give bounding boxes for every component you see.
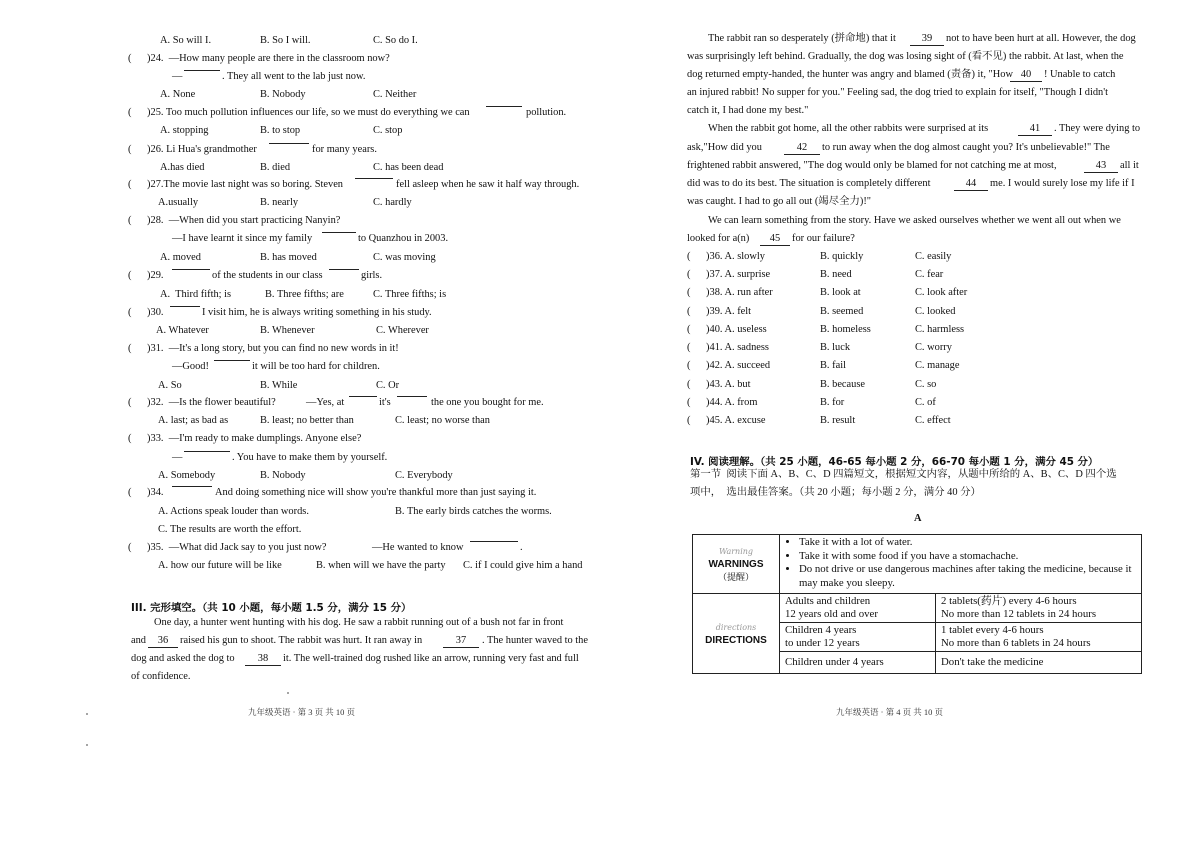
question-text: ( )32. —Is the flower beautiful? xyxy=(128,397,276,408)
text-segment: A. stopping xyxy=(160,125,209,136)
text-segment: I visit him, he is always writing something in his study. xyxy=(202,307,432,318)
text-segment: and xyxy=(131,635,147,646)
text-segment: C. effect xyxy=(915,415,951,426)
text-segment: of confidence. xyxy=(131,671,191,682)
text-segment: C. has been dead xyxy=(373,162,444,173)
text-segment: was caught. I had to go all out (竭尽全力)!" xyxy=(687,196,872,207)
text-segment: —Good! xyxy=(172,361,209,372)
text-segment: B. because xyxy=(820,379,866,390)
text-segment: C. The results are worth the effort. xyxy=(158,524,302,535)
text-segment: it will be too hard for children. xyxy=(252,361,380,372)
warnings-list-cell xyxy=(780,535,1142,594)
answer-blank xyxy=(397,396,427,397)
text-segment: A. how our future will be like xyxy=(158,560,282,571)
text-segment: . The hunter waved to the xyxy=(482,635,588,646)
page-footer-right: 九年级英语 · 第 4 页 共 10 页 xyxy=(836,707,943,717)
text-segment: B. So I will. xyxy=(260,35,311,46)
scan-speck xyxy=(86,744,88,746)
dosage-amount: 1 tablet every 4-6 hours No more than 6 tablets in 24 hours xyxy=(936,623,1142,652)
text-segment: A. Somebody xyxy=(158,470,216,481)
text-segment: C. worry xyxy=(915,342,952,353)
answer-blank xyxy=(172,269,210,270)
directions-label: DIRECTIONS xyxy=(705,634,767,646)
text-segment: C. was moving xyxy=(373,252,436,263)
text-segment: We can learn something from the story. Have we asked ourselves whether we went all out when we xyxy=(708,215,1121,226)
text-segment: looked for a(n) xyxy=(687,233,750,244)
answer-blank: 43 xyxy=(1084,159,1118,173)
answer-blank: 41 xyxy=(1018,122,1052,136)
warning-item: • Take it with some food if you have a stomachache. xyxy=(799,550,1136,564)
text-segment: ask,"How did you xyxy=(687,142,762,153)
text-segment: C. fear xyxy=(915,269,944,280)
text-segment: — xyxy=(172,452,183,463)
text-segment: did was to do its best. The situation is completely different xyxy=(687,178,931,189)
directions-header xyxy=(693,594,780,674)
text-segment: C. of xyxy=(915,397,936,408)
text-segment: dog and asked the dog to xyxy=(131,653,235,664)
directions-row-1 xyxy=(693,594,1142,623)
text-segment: C. look after xyxy=(915,287,968,298)
text-segment: C. if I could give him a hand xyxy=(463,560,583,571)
text-segment: C. Three fifths; is xyxy=(373,289,447,300)
text-segment: all it xyxy=(1120,160,1139,171)
text-segment: C. So do I. xyxy=(373,35,418,46)
question-text: ( )41. A. sadness xyxy=(687,342,769,353)
text-segment: A. last; as bad as xyxy=(158,415,229,426)
text-segment: to run away when the dog almost caught you? It's unbelievable!" The xyxy=(822,142,1110,153)
text-segment: the one you bought for me. xyxy=(431,397,544,408)
answer-blank: 42 xyxy=(784,141,820,155)
answer-blank xyxy=(170,306,200,307)
text-segment: C. Neither xyxy=(373,89,417,100)
text-segment: raised his gun to shoot. The rabbit was hurt. It ran away in xyxy=(180,635,423,646)
question-text: ( )30. xyxy=(128,307,164,318)
text-segment: it's xyxy=(379,397,391,408)
warnings-list xyxy=(785,536,1136,590)
question-text: ( )26. Li Hua's grandmother xyxy=(128,144,257,155)
text-segment: A. None xyxy=(160,89,196,100)
warnings-row xyxy=(693,535,1142,594)
dosage-amount: Don't take the medicine xyxy=(936,652,1142,674)
warning-item: • Take it with a lot of water. xyxy=(799,536,1136,550)
question-text: ( )27.The movie last night was so boring. Steven xyxy=(128,179,343,190)
text-segment: B. Three fifths; are xyxy=(265,289,344,300)
text-segment: B. While xyxy=(260,380,298,391)
question-text: ( )44. A. from xyxy=(687,397,758,408)
question-text: ( )45. A. excuse xyxy=(687,415,766,426)
text-segment: dog returned empty-handed, the hunter was angry and blamed (责备) it, "How xyxy=(687,69,1013,80)
answer-blank: 45 xyxy=(760,232,790,246)
warnings-script: Warning xyxy=(718,546,754,556)
answer-blank: 38 xyxy=(245,652,281,666)
text-segment: C. hardly xyxy=(373,197,412,208)
text-segment: A.has died xyxy=(160,162,205,173)
scan-speck xyxy=(86,713,88,715)
question-text: ( )24. —How many people are there in the classroom now? xyxy=(128,53,390,64)
text-segment: —Yes, at xyxy=(306,397,345,408)
question-text: ( )29. xyxy=(128,270,164,281)
text-segment: B. The early birds catches the worms. xyxy=(395,506,552,517)
answer-blank xyxy=(214,360,250,361)
text-segment: C. Everybody xyxy=(395,470,453,481)
text-segment: B. least; no better than xyxy=(260,415,354,426)
text-segment: C. Wherever xyxy=(376,325,429,336)
text-segment: . You have to make them by yourself. xyxy=(232,452,388,463)
answer-blank: 44 xyxy=(954,177,988,191)
warnings-header xyxy=(693,535,780,594)
text-segment: B. nearly xyxy=(260,197,299,208)
question-text: ( )42. A. succeed xyxy=(687,360,771,371)
text-segment: B. to stop xyxy=(260,125,301,136)
answer-blank xyxy=(470,541,518,542)
question-text: ( )25. Too much pollution influences our life, so we must do everything we can xyxy=(128,107,470,118)
question-text: ( )38. A. run after xyxy=(687,287,773,298)
text-segment: B. seemed xyxy=(820,306,864,317)
text-segment: A. So will I. xyxy=(160,35,212,46)
text-segment: not to have been hurt at all. However, the dog xyxy=(946,33,1136,44)
text-segment: — xyxy=(172,71,183,82)
text-segment: 项中， 选出最佳答案。（共 20 小题；每小题 2 分，满分 40 分） xyxy=(690,487,981,498)
text-segment: 第一节 阅读下面 A、B、C、D 四篇短文，根据短文内容，从题中所给的 A、B、C、D 四个选 xyxy=(690,469,1117,480)
text-segment: When the rabbit got home, all the other rabbits were surprised at its xyxy=(708,123,989,134)
text-segment: me. I would surely lose my life if I xyxy=(990,178,1135,189)
text-segment: —He wanted to know xyxy=(372,542,464,553)
question-text: ( )31. —It's a long story, but you can find no new words in it! xyxy=(128,343,399,354)
text-segment: for many years. xyxy=(312,144,377,155)
warning-item: • Do not drive or use dangerous machines after taking the medicine, because it may make you sleepy. xyxy=(799,563,1136,590)
text-segment: it. The well-trained dog rushed like an arrow, running very fast and full xyxy=(283,653,579,664)
text-segment: And doing something nice will show you're thankful more than just saying it. xyxy=(215,487,537,498)
text-segment: A.usually xyxy=(158,197,199,208)
text-segment: B. died xyxy=(260,162,291,173)
text-segment: B. luck xyxy=(820,342,851,353)
answer-blank xyxy=(269,143,309,144)
answer-blank xyxy=(184,451,230,452)
text-segment: B. Nobody xyxy=(260,470,306,481)
answer-blank: 39 xyxy=(910,32,944,46)
directions-script: directions xyxy=(715,622,757,632)
text-segment: girls. xyxy=(361,270,383,281)
text-segment: of the students in our class xyxy=(212,270,323,281)
dosage-group: Children 4 years to under 12 years xyxy=(780,623,936,652)
text-segment: B. quickly xyxy=(820,251,864,262)
text-segment: B. Nobody xyxy=(260,89,306,100)
text-segment: was surprisingly left behind. Gradually, the dog was losing sight of (看不见) the rabbit. At last, when the xyxy=(687,51,1124,62)
dosage-group: Children under 4 years xyxy=(780,652,936,674)
dosage-group: Adults and children 12 years old and over xyxy=(780,594,936,623)
text-segment: B. homeless xyxy=(820,324,871,335)
text-segment: One day, a hunter went hunting with his dog. He saw a rabbit running out of a bush not far in front xyxy=(154,617,564,628)
text-segment: frightened rabbit answered, "The dog would only be blamed for not catching me at most, xyxy=(687,160,1057,171)
text-segment: C. looked xyxy=(915,306,956,317)
answer-blank xyxy=(486,106,522,107)
warnings-label: WARNINGS xyxy=(708,558,764,570)
dosage-amount: 2 tablets(药片) every 4-6 hours No more than 12 tablets in 24 hours xyxy=(936,594,1142,623)
text-segment: A. Actions speak louder than words. xyxy=(158,506,309,517)
text-segment: B. when will we have the party xyxy=(316,560,446,571)
text-segment: A. So xyxy=(158,380,182,391)
answer-blank xyxy=(349,396,377,397)
text-segment: to Quanzhou in 2003. xyxy=(358,233,449,244)
question-text: ( )36. A. slowly xyxy=(687,251,765,262)
text-segment: C. harmless xyxy=(915,324,965,335)
passage-label: A xyxy=(914,513,922,524)
text-segment: C. Or xyxy=(376,380,400,391)
answer-blank: 40 xyxy=(1010,68,1042,82)
answer-blank: 37 xyxy=(443,634,479,648)
text-segment: catch it, I had done my best." xyxy=(687,105,809,116)
text-segment: C. least; no worse than xyxy=(395,415,490,426)
question-text: ( )28. —When did you start practicing Nanyin? xyxy=(128,215,341,226)
text-segment: . They all went to the lab just now. xyxy=(222,71,366,82)
text-segment: C. manage xyxy=(915,360,960,371)
question-text: ( )37. A. surprise xyxy=(687,269,771,280)
text-segment: . xyxy=(520,542,523,553)
question-text: ( )39. A. felt xyxy=(687,306,752,317)
section-title-cloze: III. 完形填空。（共 10 小题，每小题 1.5 分，满分 15 分） xyxy=(131,602,412,614)
answer-blank: 36 xyxy=(148,634,178,648)
medicine-table xyxy=(692,534,1142,674)
text-segment: ! Unable to catch xyxy=(1044,69,1116,80)
question-text: ( )33. —I'm ready to make dumplings. Anyone else? xyxy=(128,433,362,444)
text-segment: . They were dying to xyxy=(1054,123,1141,134)
question-text: ( )35. —What did Jack say to you just now? xyxy=(128,542,327,553)
text-segment: B. need xyxy=(820,269,852,280)
question-text: ( )40. A. useless xyxy=(687,324,767,335)
text-segment: B. has moved xyxy=(260,252,317,263)
scan-speck xyxy=(287,692,289,694)
text-segment: A. moved xyxy=(160,252,201,263)
question-text: ( )43. A. but xyxy=(687,379,751,390)
text-segment: an injured rabbit! No supper for you." Feeling sad, the dog tried to explain for itself, "Though I didn't xyxy=(687,87,1108,98)
text-segment: A. Third fifth; is xyxy=(160,289,232,300)
answer-blank xyxy=(172,486,212,487)
text-segment: pollution. xyxy=(526,107,567,118)
answer-blank xyxy=(355,178,393,179)
text-segment: A. Whatever xyxy=(156,325,209,336)
answer-blank xyxy=(329,269,359,270)
text-segment: for our failure? xyxy=(792,233,855,244)
text-segment: B. Whenever xyxy=(260,325,315,336)
answer-blank xyxy=(184,70,220,71)
text-segment: fell asleep when he saw it half way through. xyxy=(396,179,580,190)
answer-blank xyxy=(322,232,356,233)
section-title-reading: IV. 阅读理解。（共 25 小题，46-65 每小题 2 分，66-70 每小题 1 分，满分 45 分） xyxy=(690,456,1099,468)
text-segment: B. fail xyxy=(820,360,846,371)
text-segment: B. look at xyxy=(820,287,861,298)
text-segment: C. easily xyxy=(915,251,952,262)
text-segment: C. stop xyxy=(373,125,403,136)
page-footer-left: 九年级英语 · 第 3 页 共 10 页 xyxy=(248,707,355,717)
question-text: ( )34. xyxy=(128,487,164,498)
text-segment: The rabbit ran so desperately (拼命地) that it xyxy=(708,33,896,44)
text-segment: C. so xyxy=(915,379,937,390)
text-segment: —I have learnt it since my family xyxy=(172,233,313,244)
warnings-cn: （提醒） xyxy=(717,571,754,582)
text-segment: B. for xyxy=(820,397,845,408)
text-segment: B. result xyxy=(820,415,856,426)
